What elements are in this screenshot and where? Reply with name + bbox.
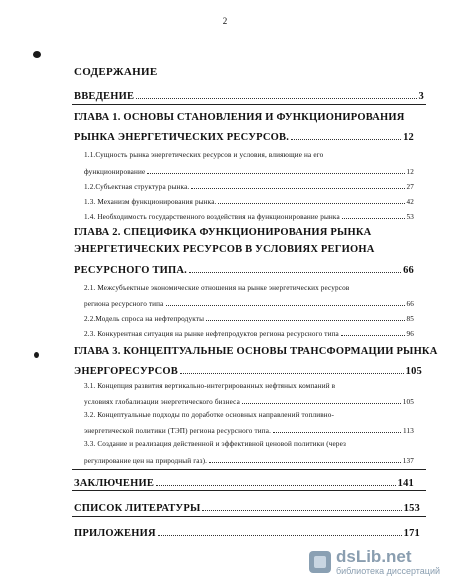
dot-leader [136,87,416,99]
toc-entry-title: ВВЕДЕНИЕ [74,90,135,102]
toc-entry-section-2-1[interactable] [84,298,414,309]
section-3-3-title[interactable]: 3.3. Создание и реализация действенной и эффективной ценовой политики (через [84,440,347,448]
toc-entry-page: 105 [405,365,422,377]
toc-entry-page: 96 [406,330,414,339]
divider [72,104,426,105]
section-3-2-title[interactable]: 3.2. Концептуальные подходы по доработке основных направлений топливно- [84,411,335,419]
toc-entry-title: регулирование цен на природный газ). [84,457,208,466]
toc-entry-page: 66 [403,264,414,276]
dot-leader [180,362,404,374]
toc-entry-section-3-3[interactable] [84,455,414,466]
dot-leader [209,455,401,463]
chapter-2-title-cont[interactable]: ЭНЕРГЕТИЧЕСКИХ РЕСУРСОВ В УСЛОВИЯХ РЕГИОНА [74,244,375,255]
chapter-1-title[interactable]: ГЛАВА 1. ОСНОВЫ СТАНОВЛЕНИЯ И ФУНКЦИОНИРОВАНИЯ [74,112,405,123]
divider [72,469,426,470]
chapter-3-title[interactable]: ГЛАВА 3. КОНЦЕПТУАЛЬНЫЕ ОСНОВЫ ТРАНСФОРМАЦИИ РЫНКА [74,346,438,357]
toc-entry-section-3-1[interactable] [84,396,414,407]
toc-entry-page: 141 [397,477,414,489]
toc-entry-section-2-2[interactable] [84,313,414,324]
dot-leader [189,261,401,273]
section-1-1-title[interactable]: 1.1.Сущность рынка энергетических ресурсов и условия, влияющие на его [84,151,324,159]
toc-entry-chapter-3[interactable] [74,362,422,377]
dot-leader [191,181,404,189]
toc-entry-section-1-4[interactable] [84,211,414,222]
toc-entry-title: энергетической политики (ТЭП) региона ресурсного типа. [84,427,272,436]
toc-entry-title: 2.2.Модель спроса на нефтепродукты [84,315,205,324]
toc-entry-page: 113 [403,427,414,436]
toc-entry-page: 66 [406,300,414,309]
dot-leader [158,524,402,536]
toc-entry-title: 1.3. Механизм функционирования рынка. [84,198,217,207]
toc-entry-page: 105 [402,398,414,407]
toc-entry-title: ПРИЛОЖЕНИЯ [74,527,156,539]
toc-entry-section-2-3[interactable] [84,328,414,339]
toc-entry-title: РЫНКА ЭНЕРГЕТИЧЕСКИХ РЕСУРСОВ. [74,131,290,143]
toc-entry-section-1-3[interactable] [84,196,414,207]
toc-entry-chapter-1[interactable] [74,128,414,143]
toc-entry-section-3-2[interactable] [84,425,414,436]
toc-entry-section-1-2[interactable] [84,181,414,192]
dot-leader [291,128,401,140]
dot-leader [147,166,404,174]
toc-entry-page: 3 [418,90,424,102]
dslib-logo-icon [309,551,331,573]
dot-leader [218,196,404,204]
toc-entry-title: функционирование [84,168,146,177]
toc-entry-page: 137 [402,457,414,466]
toc-entry-title: ЭНЕРГОРЕСУРСОВ [74,365,178,377]
ink-blot [33,51,41,58]
toc-entry-title: региона ресурсного типа [84,300,164,309]
dot-leader [156,474,396,486]
chapter-2-title[interactable]: ГЛАВА 2. СПЕЦИФИКА ФУНКЦИОНИРОВАНИЯ РЫНКА [74,227,372,238]
dot-leader [242,396,401,404]
toc-entry-page: 27 [406,183,414,192]
page-number: 2 [222,16,228,26]
toc-entry-page: 171 [403,527,420,539]
toc-entry-section-1-1[interactable] [84,166,414,177]
divider [72,516,426,517]
toc-entry-appendix[interactable] [74,524,420,539]
toc-entry-page: 153 [403,502,420,514]
watermark [309,548,440,576]
toc-entry-page: 12 [403,131,414,143]
watermark-subtitle: библиотека диссертаций [335,566,440,576]
watermark-brand: dsLib.net [335,547,412,566]
toc-entry-page: 42 [406,198,414,207]
section-3-1-title[interactable]: 3.1. Концепция развития вертикально-интегрированных нефтяных компаний в [84,382,336,390]
dot-leader [202,499,401,511]
toc-heading: СОДЕРЖАНИЕ [74,66,158,78]
toc-entry-references[interactable] [74,499,420,514]
dot-leader [273,425,401,433]
dot-leader [341,328,405,336]
toc-entry-page: 85 [406,315,414,324]
toc-entry-title: 1.2.Субъектная структура рынка. [84,183,190,192]
toc-entry-page: 12 [406,168,414,177]
toc-entry-title: условиях глобализации энергетического бизнеса [84,398,240,407]
toc-entry-title: СПИСОК ЛИТЕРАТУРЫ [74,502,201,514]
toc-entry-conclusion[interactable] [74,474,414,489]
toc-entry-title: РЕСУРСНОГО ТИПА. [74,264,187,276]
divider [72,490,426,491]
toc-entry-introduction[interactable] [74,87,424,102]
section-2-1-title[interactable]: 2.1. Межсубъектные экономические отношения на рынке энергетических ресурсов [84,284,350,292]
dot-leader [166,298,405,306]
toc-entry-title: 1.4. Необходимость государственного воздействия на функционирование рынка [84,213,340,222]
toc-entry-chapter-2[interactable] [74,261,414,276]
ink-blot [34,352,39,358]
toc-entry-page: 53 [406,213,414,222]
toc-entry-title: ЗАКЛЮЧЕНИЕ [74,477,155,489]
toc-entry-title: 2.3. Конкурентная ситуация на рынке нефтепродуктов региона ресурсного типа [84,330,339,339]
dot-leader [342,211,405,219]
dot-leader [206,313,404,321]
